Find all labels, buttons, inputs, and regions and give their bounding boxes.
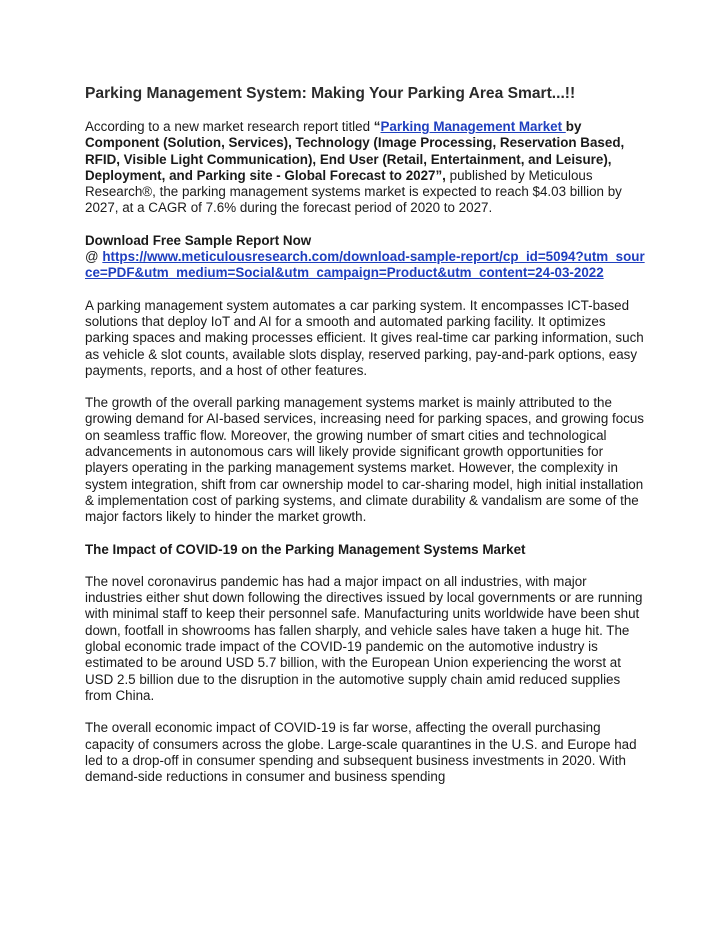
- paragraph-economic-impact: The overall economic impact of COVID-19 is far worse, affecting the overall purchasing capacity of consumers across the globe. Large-scale quarantines in the U.S. and Europe had led to a drop-off in consumer spending and subsequent business investments in 2020. With demand-side reductions in consumer and business spending: [85, 720, 637, 785]
- paragraph-covid-impact: The novel coronavirus pandemic has had a major impact on all industries, with major industries either shut down following the directives issued by local governments or are running with minimal staff to keep their personnel safe. Manufacturing units worldwide have been shut down, footfall in showrooms has fallen sharply, and vehicle sales have taken a huge hit. The global economic trade impact of the COVID-19 pandemic on the automotive industry is estimated to be around USD 5.7 billion, with the European Union experiencing the worst at USD 2.5 billion due to the disruption in the automotive supply chain amid reduced supplies from China.: [85, 573, 643, 703]
- download-block: [85, 233, 645, 282]
- download-heading: Download Free Sample Report Now: [85, 232, 312, 248]
- report-title-bold: by Component (Solution, Services), Technology (Image Processing, Reservation Based, RFID, Visible Light Communication), End User (Retail, Entertainment, and Leisure), Deployment, and Parking site - Global Forecast to 2027”,: [85, 119, 625, 183]
- at-sign: @: [85, 249, 103, 265]
- report-title-link[interactable]: Parking Management Market: [380, 119, 566, 134]
- intro-paragraph: [85, 119, 645, 217]
- paragraph-definition: A parking management system automates a car parking system. It encompasses ICT-based solutions that deploy IoT and AI for a smooth and automated parking facility. It optimizes parking spaces and making processes efficient. It gives real-time car parking information, such as vehicle & slot counts, available slots display, reserved parking, pay-and-park options, easy payments, reports, and a host of other features.: [85, 297, 644, 378]
- intro-tail: published by Meticulous Research®, the parking management systems market is expected to reach $4.03 billion by 2027, at a CAGR of 7.6% during the forecast period of 2020 to 2027.: [85, 167, 622, 216]
- document-page: [85, 84, 645, 801]
- intro-lead: According to a new market research report titled: [85, 119, 374, 134]
- intro-open-quote: “: [373, 119, 381, 134]
- section-heading-covid: The Impact of COVID-19 on the Parking Management Systems Market: [85, 541, 526, 557]
- document-title: Parking Management System: Making Your Parking Area Smart...!!: [85, 85, 576, 102]
- paragraph-growth: The growth of the overall parking management systems market is mainly attributed to the growing demand for AI-based services, increasing need for parking spaces, and growing focus on seamless traffic flow. Moreover, the growing number of smart cities and technological advancements in autonomous cars will likely provide significant growth opportunities for players operating in the parking management systems market. However, the complexity in system integration, shift from car ownership model to car-sharing model, high initial installation & implementation cost of parking systems, and climate durability & vandalism are some of the major factors likely to hinder the market growth.: [85, 395, 644, 525]
- download-sample-link[interactable]: https://www.meticulousresearch.com/download-sample-report/cp_id=5094?utm_source=PDF&utm_medium=Social&utm_campaign=Product&utm_content=24-03-2022: [85, 249, 645, 281]
